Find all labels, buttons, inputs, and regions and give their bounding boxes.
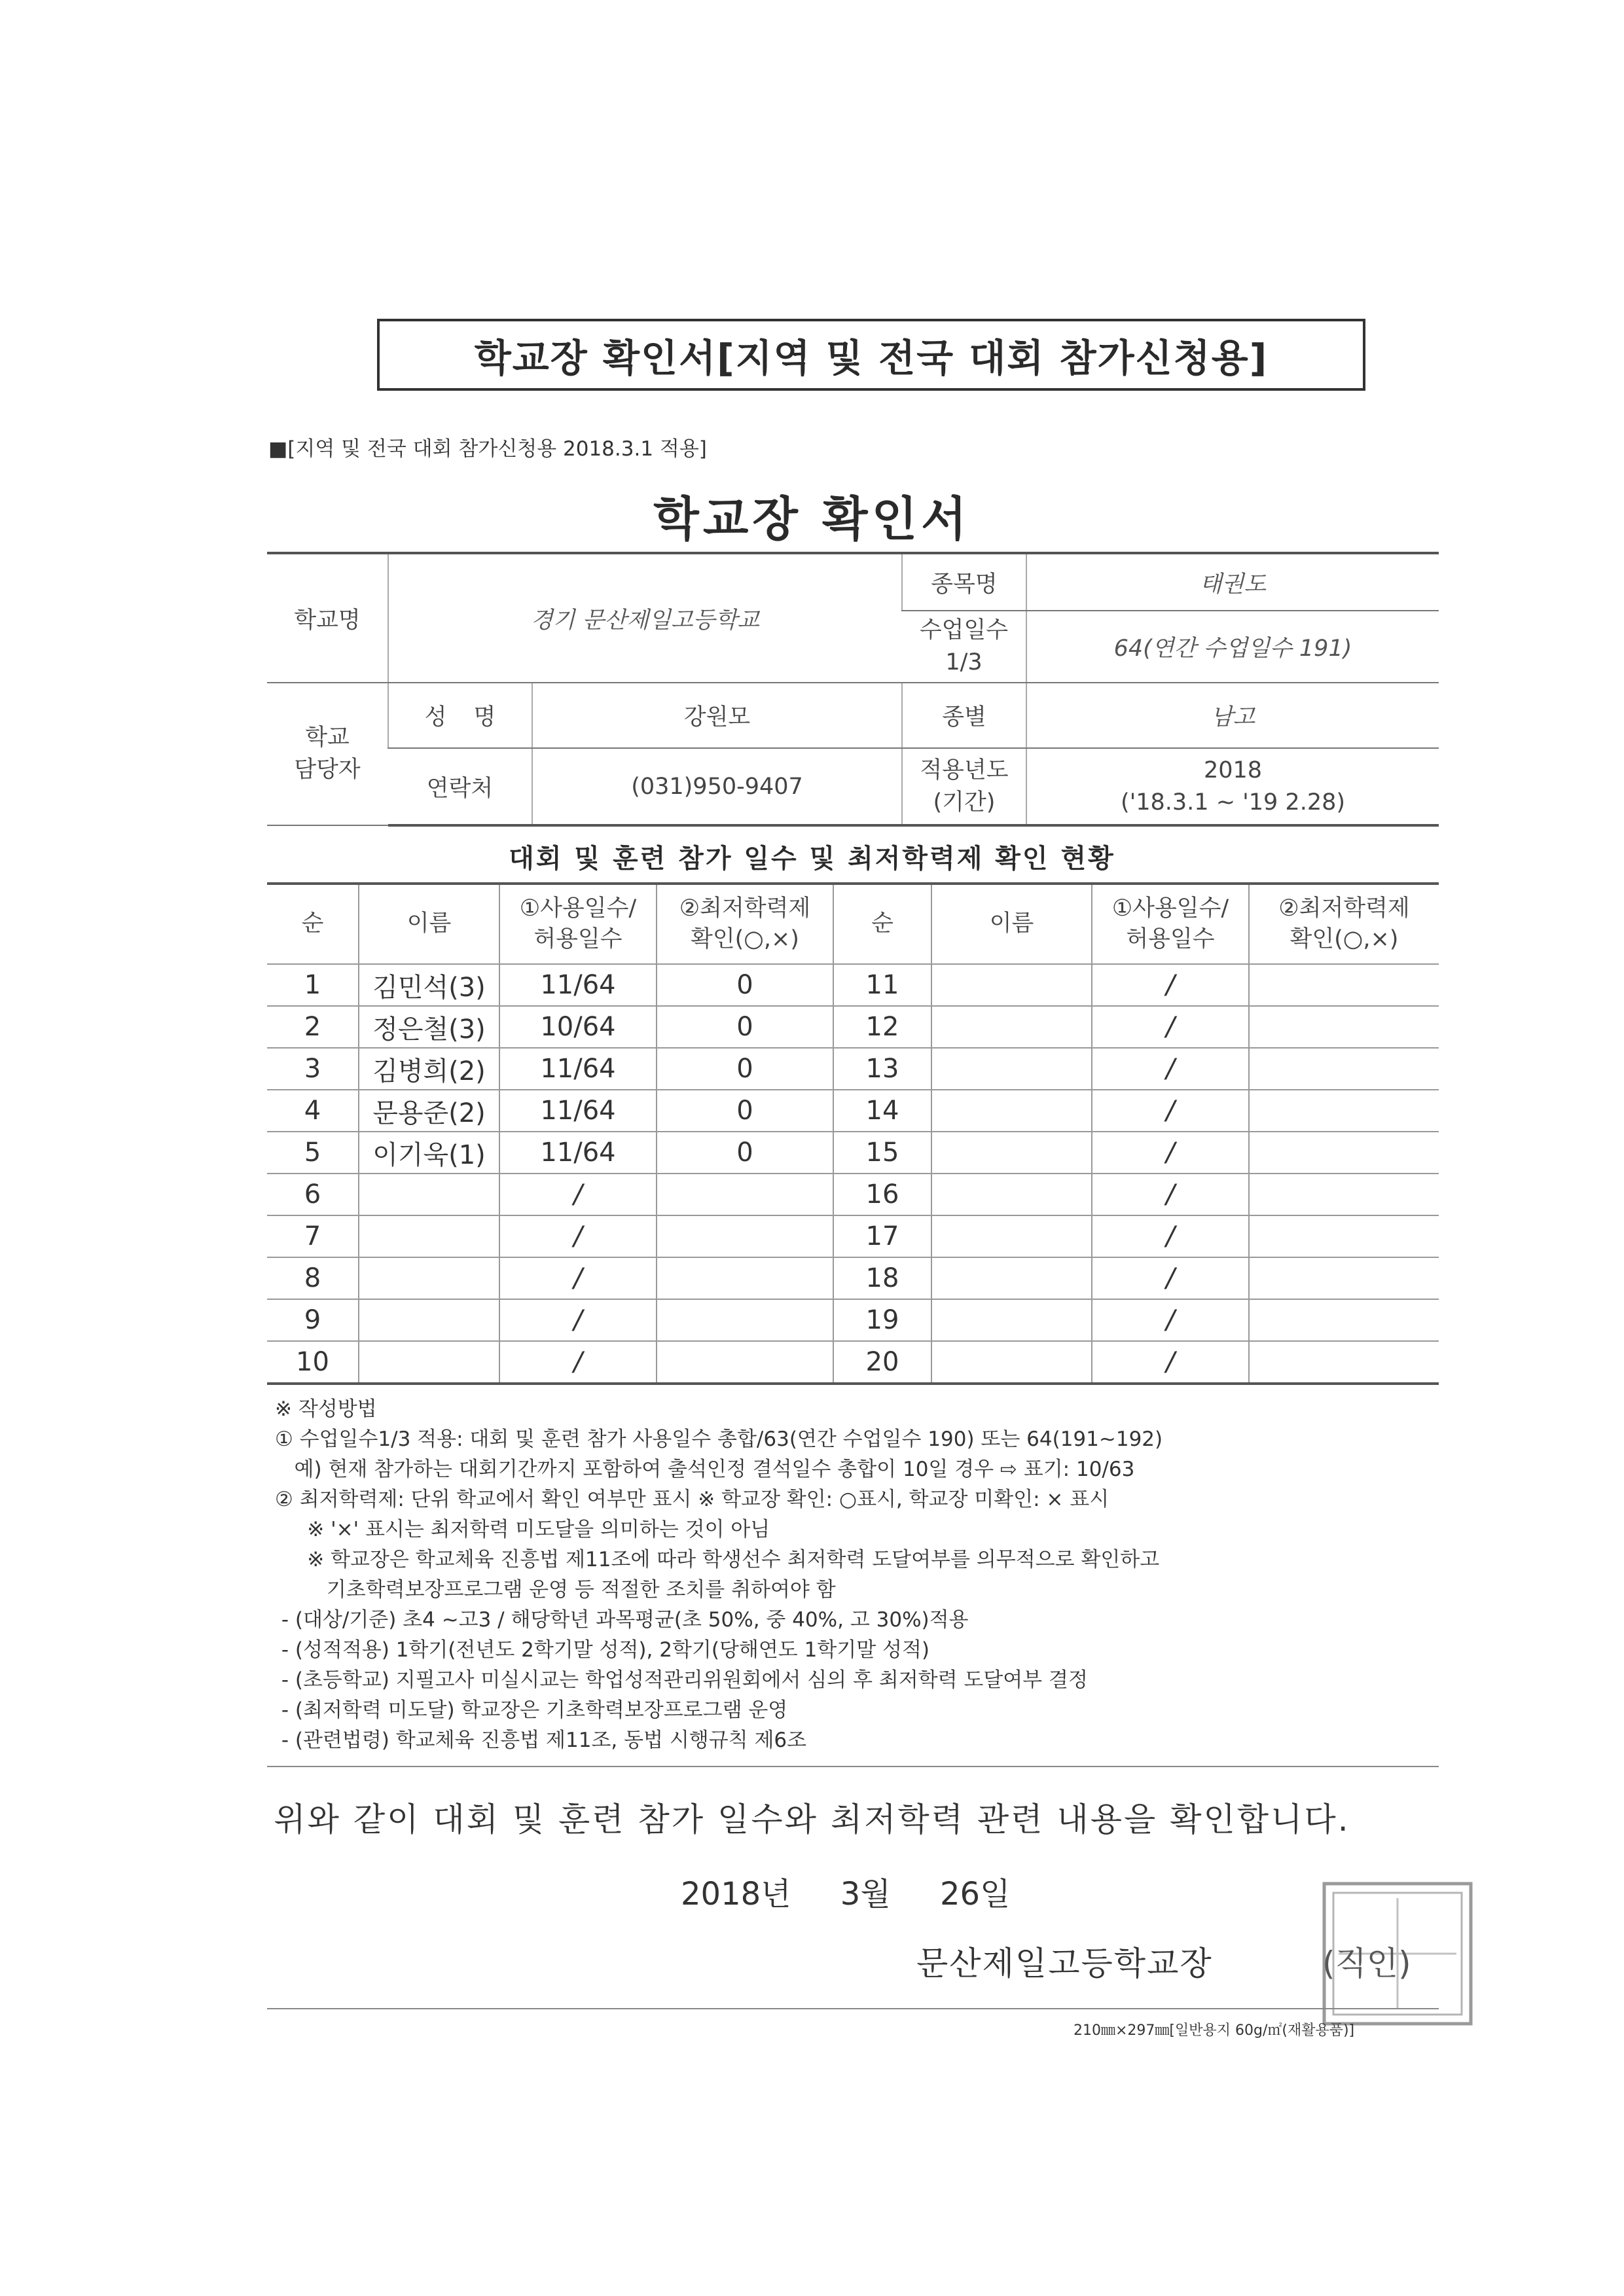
- col-check-left-2: 확인(○,×): [691, 926, 799, 952]
- col-name-left: 이름: [359, 884, 499, 964]
- cell-name: [931, 1132, 1092, 1174]
- paper-size-note: 210㎜×297㎜[일반용지 60g/㎡(재활용품)]: [1074, 2022, 1355, 2039]
- table-row: [267, 1215, 1439, 1257]
- manager-label: [267, 683, 388, 825]
- instruction-line: 기초학력보장프로그램 운영 등 적절한 조치를 취하여야 함: [275, 1578, 836, 1602]
- col-check-right: [1249, 884, 1439, 964]
- cell-check: [1249, 1299, 1439, 1341]
- cell-days: /: [1092, 1215, 1249, 1257]
- table-row: [267, 1090, 1439, 1132]
- cell-no: 5: [267, 1132, 359, 1174]
- cell-check: [1249, 1132, 1439, 1174]
- instruction-line: ※ 작성방법: [275, 1397, 377, 1421]
- cell-no: 1: [267, 964, 359, 1006]
- school-name-label: 학교명: [267, 553, 388, 683]
- cell-name: [931, 1215, 1092, 1257]
- manager-label-1: 학교: [305, 725, 350, 751]
- cell-no: 2: [267, 1006, 359, 1048]
- apply-year-label-1: 적용년도: [920, 757, 1009, 783]
- seal-label: (직인): [1322, 1945, 1411, 1982]
- cell-check: [657, 1257, 833, 1299]
- cell-name: 김병희(2): [359, 1048, 499, 1090]
- instruction-line: ※ '×' 표시는 최저학력 미도달을 의미하는 것이 아님: [275, 1518, 770, 1541]
- writing-instructions: [275, 1394, 1453, 1755]
- table-row: [267, 1341, 1439, 1384]
- cell-check: 0: [657, 1006, 833, 1048]
- apply-year-value-1: 2018: [1203, 757, 1263, 783]
- cell-name: [931, 1299, 1092, 1341]
- instruction-line: ① 수업일수1/3 적용: 대회 및 훈련 참가 사용일수 총합/63(연간 수업일수 190) 또는 64(191~192): [275, 1427, 1163, 1451]
- cell-name: [359, 1299, 499, 1341]
- cell-no: 18: [833, 1257, 931, 1299]
- school-days-label: [902, 611, 1026, 683]
- cell-no: 12: [833, 1006, 931, 1048]
- cell-check: [1249, 1341, 1439, 1384]
- cell-check: [1249, 1174, 1439, 1215]
- school-days-value: 64(연간 수업일수 191): [1026, 611, 1439, 683]
- contact-label: 연락처: [388, 748, 532, 825]
- issue-date-year: 2018년: [681, 1876, 791, 1912]
- cell-name: [931, 1257, 1092, 1299]
- cell-name: 김민석(3): [359, 964, 499, 1006]
- cell-no: 8: [267, 1257, 359, 1299]
- cell-no: 20: [833, 1341, 931, 1384]
- cell-days: 11/64: [499, 1048, 657, 1090]
- school-name-value: 경기 문산제일고등학교: [388, 553, 902, 683]
- cell-check: [657, 1299, 833, 1341]
- apply-year-label-2: (기간): [933, 789, 996, 816]
- cell-name: [359, 1215, 499, 1257]
- table-row: [267, 1048, 1439, 1090]
- cell-no: 13: [833, 1048, 931, 1090]
- col-days-left-1: ①사용일수/: [519, 895, 637, 922]
- cell-days: /: [1092, 1299, 1249, 1341]
- issue-date: [681, 1869, 1010, 1914]
- cell-days: /: [1092, 1090, 1249, 1132]
- cell-no: 3: [267, 1048, 359, 1090]
- footer-divider: [267, 2008, 1439, 2009]
- cell-check: [1249, 1048, 1439, 1090]
- form-version-note: ■[지역 및 전국 대회 참가신청용 2018.3.1 적용]: [268, 437, 707, 461]
- col-no-right: 순: [833, 884, 931, 964]
- cell-days: /: [499, 1257, 657, 1299]
- instruction-line: - (관련법령) 학교체육 진흥법 제11조, 동법 시행규칙 제6조: [275, 1729, 807, 1752]
- cell-no: 7: [267, 1215, 359, 1257]
- manager-name-value: 강원모: [532, 683, 902, 748]
- cell-name: [931, 1341, 1092, 1384]
- manager-name-label: 성 명: [388, 683, 532, 748]
- table-row: [267, 964, 1439, 1006]
- instruction-line: - (성적적용) 1학기(전년도 2학기말 성적), 2학기(당해연도 1학기말 성적): [275, 1638, 929, 1662]
- cell-days: /: [499, 1299, 657, 1341]
- instruction-line: 예) 현재 참가하는 대회기간까지 포함하여 출석인정 결석일수 총합이 10일 경우 ⇨ 표기: 10/63: [275, 1458, 1135, 1481]
- cell-name: [359, 1174, 499, 1215]
- instruction-line: ※ 학교장은 학교체육 진흥법 제11조에 따라 학생선수 최저학력 도달여부를 의무적으로 확인하고: [275, 1548, 1160, 1571]
- participation-table: [267, 882, 1439, 1385]
- cell-name: [359, 1257, 499, 1299]
- cell-check: [1249, 1090, 1439, 1132]
- cell-no: 14: [833, 1090, 931, 1132]
- cell-no: 15: [833, 1132, 931, 1174]
- col-check-left: [657, 884, 833, 964]
- cell-no: 4: [267, 1090, 359, 1132]
- cell-days: /: [1092, 1341, 1249, 1384]
- instruction-line: - (대상/기준) 초4 ~고3 / 해당학년 과목평균(초 50%, 중 40%, 고 30%)적용: [275, 1608, 969, 1632]
- col-days-right-2: 허용일수: [1126, 926, 1215, 952]
- cell-name: [359, 1341, 499, 1384]
- table-row: [267, 1299, 1439, 1341]
- apply-year-value-2: ('18.3.1 ~ '19 2.28): [1120, 789, 1346, 816]
- cell-check: [657, 1215, 833, 1257]
- cell-check: 0: [657, 1090, 833, 1132]
- manager-label-2: 담당자: [294, 757, 361, 783]
- cell-check: [657, 1174, 833, 1215]
- cell-days: /: [499, 1341, 657, 1384]
- section-title: 대회 및 훈련 참가 일수 및 최저학력제 확인 현황: [509, 844, 1115, 874]
- cell-check: 0: [657, 1132, 833, 1174]
- cell-name: 이기욱(1): [359, 1132, 499, 1174]
- confirmation-statement: 위와 같이 대회 및 훈련 참가 일수와 최저학력 관련 내용을 확인합니다.: [274, 1801, 1350, 1839]
- sport-value: 태권도: [1026, 553, 1439, 611]
- issue-date-day: 26일: [939, 1876, 1011, 1912]
- cell-no: 9: [267, 1299, 359, 1341]
- cell-no: 17: [833, 1215, 931, 1257]
- cell-name: 정은철(3): [359, 1006, 499, 1048]
- cell-days: /: [1092, 1048, 1249, 1090]
- issue-date-month: 3월: [840, 1876, 891, 1912]
- cell-check: [1249, 964, 1439, 1006]
- table-row: [267, 1132, 1439, 1174]
- col-days-right: [1092, 884, 1249, 964]
- gender-label: 종별: [902, 683, 1026, 748]
- cell-days: /: [499, 1215, 657, 1257]
- cell-name: [931, 964, 1092, 1006]
- col-name-right: 이름: [931, 884, 1092, 964]
- cell-days: /: [1092, 1132, 1249, 1174]
- instruction-line: - (초등학교) 지필고사 미실시교는 학업성적관리위원회에서 심의 후 최저학력 도달여부 결정: [275, 1668, 1088, 1692]
- cell-days: /: [1092, 964, 1249, 1006]
- cell-days: 11/64: [499, 964, 657, 1006]
- cell-name: [931, 1048, 1092, 1090]
- col-days-right-1: ①사용일수/: [1111, 895, 1229, 922]
- cell-days: /: [1092, 1174, 1249, 1215]
- contact-value: (031)950-9407: [532, 748, 902, 825]
- cell-name: 문용준(2): [359, 1090, 499, 1132]
- cell-name: [931, 1006, 1092, 1048]
- cell-no: 10: [267, 1341, 359, 1384]
- cell-check: [1249, 1257, 1439, 1299]
- cell-check: [1249, 1006, 1439, 1048]
- table-row: [267, 1257, 1439, 1299]
- cell-name: [931, 1174, 1092, 1215]
- col-check-right-1: ②최저학력제: [1278, 895, 1410, 922]
- school-days-label-2: 1/3: [945, 649, 983, 675]
- cell-days: /: [499, 1174, 657, 1215]
- cell-days: /: [1092, 1006, 1249, 1048]
- cell-check: 0: [657, 964, 833, 1006]
- cell-days: 10/64: [499, 1006, 657, 1048]
- col-days-left-2: 허용일수: [533, 926, 623, 952]
- gender-value: 남고: [1026, 683, 1439, 748]
- participation-table-header: [267, 884, 1439, 964]
- banner-title: 학교장 확인서[지역 및 전국 대회 참가신청용]: [377, 319, 1365, 391]
- col-days-left: [499, 884, 657, 964]
- cell-days: 11/64: [499, 1132, 657, 1174]
- cell-check: [1249, 1215, 1439, 1257]
- instruction-line: - (최저학력 미도달) 학교장은 기초학력보장프로그램 운영: [275, 1698, 788, 1722]
- cell-check: 0: [657, 1048, 833, 1090]
- instruction-line: ② 최저학력제: 단위 학교에서 확인 여부만 표시 ※ 학교장 확인: ○표시, 학교장 미확인: × 표시: [275, 1488, 1110, 1511]
- cell-no: 16: [833, 1174, 931, 1215]
- sport-label: 종목명: [902, 553, 1026, 611]
- cell-no: 6: [267, 1174, 359, 1215]
- col-no-left: 순: [267, 884, 359, 964]
- principal-name: 문산제일고등학교장: [916, 1945, 1213, 1982]
- cell-check: [657, 1341, 833, 1384]
- page-title: 학교장 확인서: [653, 492, 971, 547]
- school-days-label-1: 수업일수: [919, 617, 1009, 643]
- cell-name: [931, 1090, 1092, 1132]
- cell-days: /: [1092, 1257, 1249, 1299]
- table-row: [267, 1174, 1439, 1215]
- table-row: [267, 1006, 1439, 1048]
- divider: [267, 1766, 1439, 1767]
- cell-no: 19: [833, 1299, 931, 1341]
- col-check-left-1: ②최저학력제: [679, 895, 811, 922]
- apply-year-value: [1026, 748, 1439, 825]
- cell-days: 11/64: [499, 1090, 657, 1132]
- col-check-right-2: 확인(○,×): [1290, 926, 1399, 952]
- cell-no: 11: [833, 964, 931, 1006]
- school-info-table: [267, 552, 1439, 827]
- apply-year-label: [902, 748, 1026, 825]
